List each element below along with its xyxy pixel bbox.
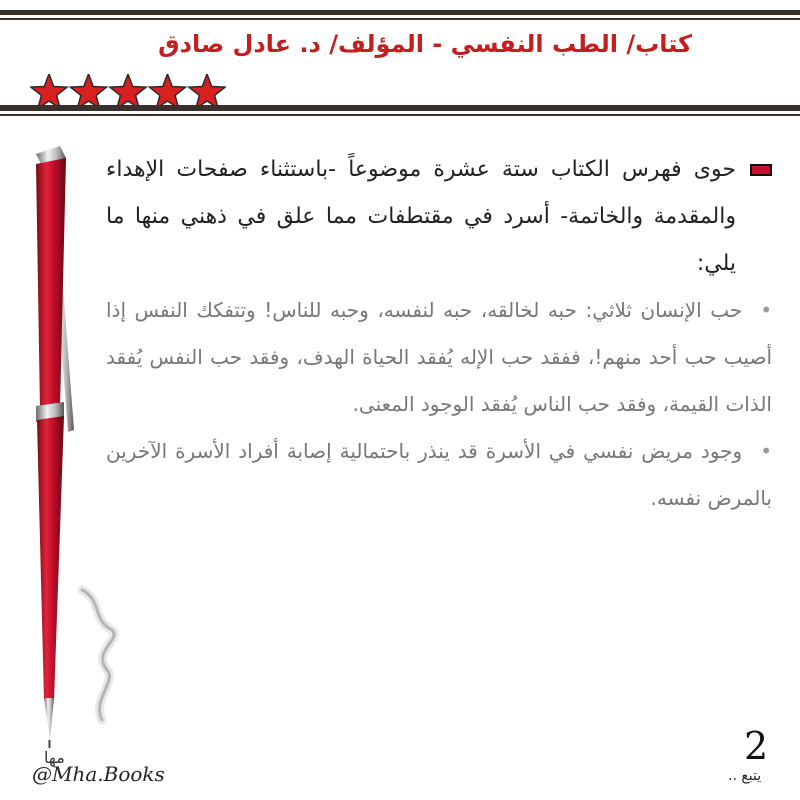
header-rule-thick bbox=[0, 105, 800, 111]
signature-logo bbox=[62, 580, 142, 730]
list-item bbox=[106, 287, 772, 428]
star-icon bbox=[189, 74, 225, 108]
continues-label: يتبع .. bbox=[728, 768, 762, 784]
bullet-dot-icon: • bbox=[760, 439, 772, 463]
star-icon bbox=[149, 74, 185, 108]
list-item-text: وجود مريض نفسي في الأسرة قد ينذر باحتمالية إصابة أفراد الأسرة الآخرين بالمرض نفسه. bbox=[106, 439, 772, 510]
intro-block bbox=[106, 146, 772, 287]
star-icon bbox=[110, 74, 146, 108]
red-square-bullet-icon bbox=[750, 164, 772, 176]
top-rule-thin bbox=[0, 18, 800, 20]
review-body bbox=[106, 146, 772, 522]
list-item bbox=[106, 428, 772, 522]
intro-paragraph: حوى فهرس الكتاب ستة عشرة موضوعاً -باستثناء صفحات الإهداء والمقدمة والخاتمة- أسرد في مقتطفات مما علق في ذهني منها ما يلي: bbox=[106, 157, 736, 276]
author-name: مها bbox=[44, 748, 65, 767]
account-handle: @Mha.Books bbox=[32, 762, 165, 786]
star-icon bbox=[70, 74, 106, 108]
page-number: 2 bbox=[744, 724, 769, 768]
book-title: كتاب/ الطب النفسي - المؤلف/ د. عادل صادق bbox=[158, 30, 692, 58]
header-rule-thin bbox=[0, 114, 800, 116]
top-rule-thick bbox=[0, 10, 800, 15]
star-icon bbox=[31, 74, 67, 108]
list-item-text: حب الإنسان ثلاثي: حبه لخالقه، حبه لنفسه، وحبه للناس! وتتفكك النفس إذا أصيب حب أحد منهم!، ففقد حب الإله يُفقد الحياة الهدف، وفقد حب النفس يُفقد الذات القيمة، وفقد حب الناس يُفقد الوجود المعنى. bbox=[106, 298, 772, 416]
bullet-dot-icon: • bbox=[760, 298, 772, 322]
